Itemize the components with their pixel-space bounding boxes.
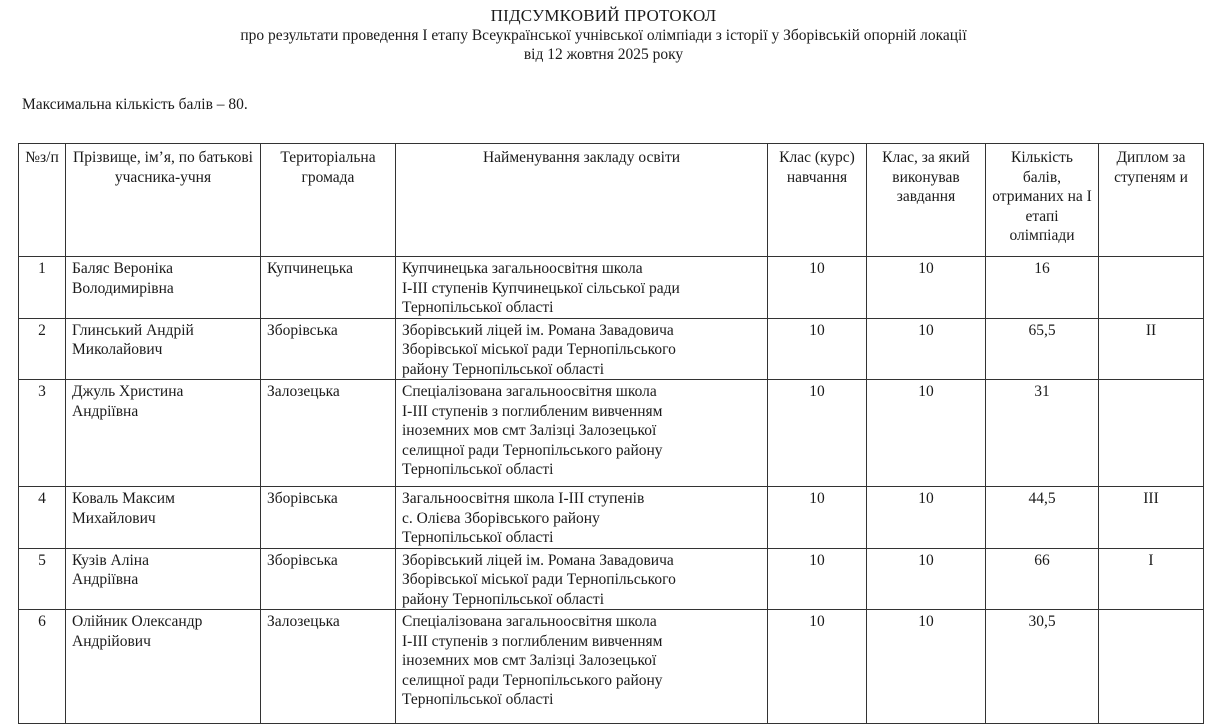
table-row (19, 257, 1204, 319)
community: Зборівська (261, 318, 396, 380)
school-name: Спеціалізована загальноосвітня школа І-ІІІ ступенів з поглибленим вивченням іноземних мов смт Залізці Залозецької селищної ради Тернопільського району Тернопільської області (396, 610, 768, 724)
header-grade: Клас (курс) навчання (768, 144, 867, 257)
results-table (18, 143, 1204, 724)
diploma (1099, 257, 1204, 319)
table-header-row (19, 144, 1204, 257)
grade-performed: 10 (867, 610, 986, 724)
row-number: 2 (19, 318, 66, 380)
header-community: Територіальна громада (261, 144, 396, 257)
diploma: ІІ (1099, 318, 1204, 380)
participant-name: Кузів Аліна Андріївна (66, 548, 261, 610)
grade: 10 (768, 318, 867, 380)
table-row (19, 548, 1204, 610)
row-number: 1 (19, 257, 66, 319)
participant-name: Коваль Максим Михайлович (66, 487, 261, 549)
row-number: 6 (19, 610, 66, 724)
diploma (1099, 610, 1204, 724)
header-school: Найменування закладу освіти (396, 144, 768, 257)
score: 30,5 (986, 610, 1099, 724)
header-full-name: Прізвище, ім’я, по батькові учасника-учня (66, 144, 261, 257)
grade-performed: 10 (867, 380, 986, 487)
participant-name: Баляс Вероніка Володимирівна (66, 257, 261, 319)
school-name: Купчинецька загальноосвітня школа І-ІІІ ступенів Купчинецької сільської ради Тернопільської області (396, 257, 768, 319)
grade-performed: 10 (867, 257, 986, 319)
community: Купчинецька (261, 257, 396, 319)
participant-name: Джуль Христина Андріївна (66, 380, 261, 487)
header-score: Кількість балів, отриманих на І етапі олімпіади (986, 144, 1099, 257)
table-row (19, 318, 1204, 380)
grade: 10 (768, 548, 867, 610)
score: 31 (986, 380, 1099, 487)
community: Залозецька (261, 610, 396, 724)
diploma (1099, 380, 1204, 487)
grade-performed: 10 (867, 487, 986, 549)
school-name: Спеціалізована загальноосвітня школа І-ІІІ ступенів з поглибленим вивченням іноземних мов смт Залізці Залозецької селищної ради Тернопільського району Тернопільської області (396, 380, 768, 487)
grade-performed: 10 (867, 548, 986, 610)
grade: 10 (768, 257, 867, 319)
subtitle-line-2: від 12 жовтня 2025 року (523, 46, 684, 63)
document-title: ПІДСУМКОВИЙ ПРОТОКОЛ (490, 6, 717, 25)
subtitle-line-1: про результати проведення І етапу Всеукраїнської учнівської олімпіади з історії у Зборівській опорній локації (240, 27, 967, 44)
score: 65,5 (986, 318, 1099, 380)
school-name: Зборівський ліцей ім. Романа Завадовича Зборівської міської ради Тернопільського району Тернопільської області (396, 318, 768, 380)
grade: 10 (768, 610, 867, 724)
header-grade-performed: Клас, за який виконував завдання (867, 144, 986, 257)
diploma: ІІІ (1099, 487, 1204, 549)
table-row (19, 487, 1204, 549)
participant-name: Олійник Олександр Андрійович (66, 610, 261, 724)
max-score-note: Максимальна кількість балів – 80. (22, 96, 248, 113)
diploma: І (1099, 548, 1204, 610)
participant-name: Глинський Андрій Миколайович (66, 318, 261, 380)
grade: 10 (768, 380, 867, 487)
row-number: 5 (19, 548, 66, 610)
community: Зборівська (261, 548, 396, 610)
row-number: 3 (19, 380, 66, 487)
table-row (19, 610, 1204, 724)
header-number: №з/п (19, 144, 66, 257)
school-name: Зборівський ліцей ім. Романа Завадовича Зборівської міської ради Тернопільського району Тернопільської області (396, 548, 768, 610)
community: Залозецька (261, 380, 396, 487)
score: 16 (986, 257, 1099, 319)
grade: 10 (768, 487, 867, 549)
grade-performed: 10 (867, 318, 986, 380)
row-number: 4 (19, 487, 66, 549)
header-diploma: Диплом за ступеням и (1099, 144, 1204, 257)
table-row (19, 380, 1204, 487)
school-name: Загальноосвітня школа І-ІІІ ступенів с. Олієва Зборівського району Тернопільської області (396, 487, 768, 549)
document-subtitle (0, 26, 1207, 64)
score: 66 (986, 548, 1099, 610)
community: Зборівська (261, 487, 396, 549)
score: 44,5 (986, 487, 1099, 549)
